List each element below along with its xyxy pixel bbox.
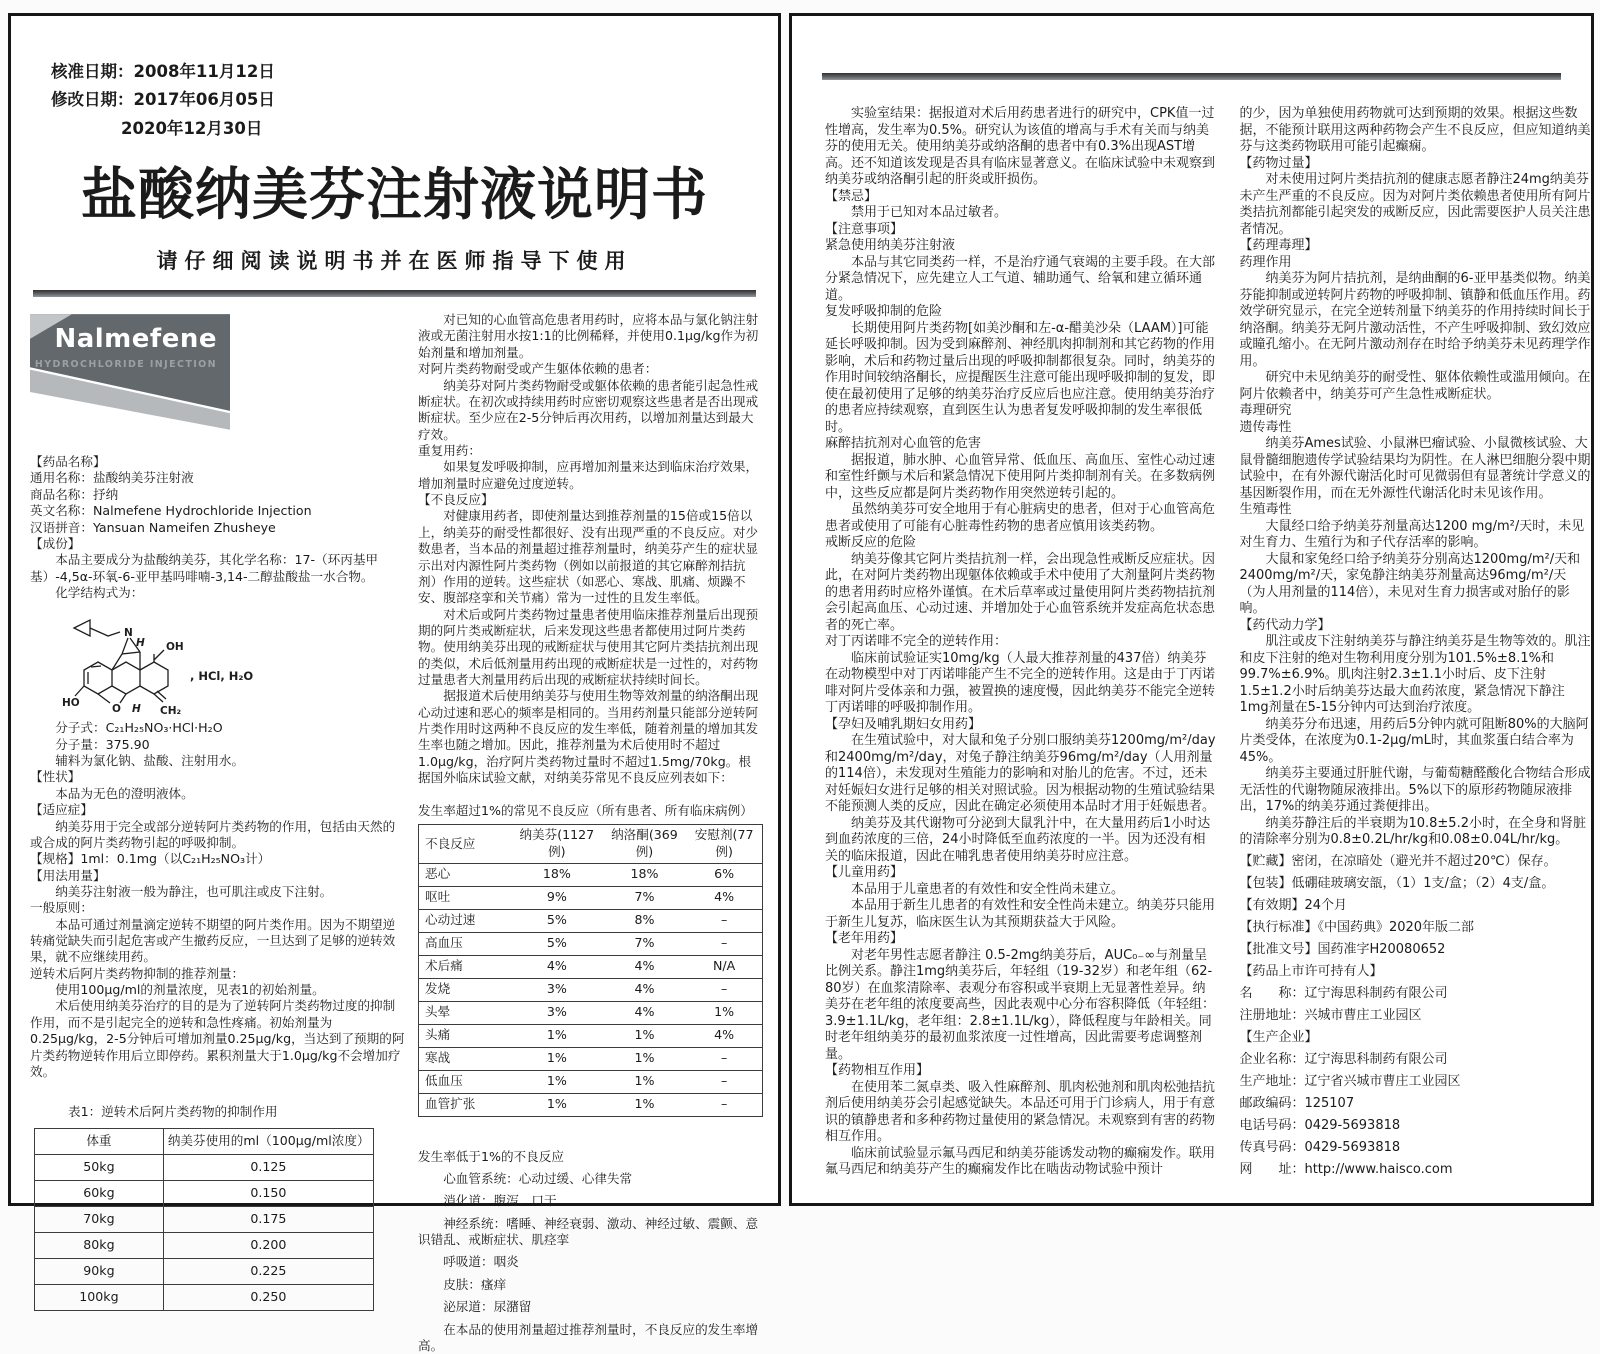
text-block: 【药品名称】 (30, 454, 407, 470)
text-block: 【药物相互作用】 (825, 1063, 1218, 1080)
chemical-structure (60, 604, 407, 716)
text-block: 神经系统：嗜睡、神经衰弱、激动、神经过敏、震颤、意识错乱、戒断症状、肌痉挛 (418, 1216, 759, 1249)
text-block: 对未使用过阿片类拮抗剂的健康志愿者静注24mg纳美芬未产生严重的不良反应。因为对阿片类依赖患者使用所有阿片类拮抗剂都能引起突发的戒断反应，因此需要医护人员关注患者情况。 (1239, 172, 1591, 238)
text-block: 【儿童用药】 (825, 865, 1218, 882)
atom-label-oh: OH (166, 641, 184, 653)
text-block: 【成份】 (30, 536, 407, 552)
left-page-column-2 (418, 312, 759, 1354)
table-cell: 18% (603, 863, 687, 886)
table-cell: 60kg (35, 1180, 164, 1206)
left-page-columns (11, 297, 778, 1354)
text-block: 在生殖试验中，对大鼠和兔子分别口服纳美芬1200mg/m²/day和2400mg/m²/day，对兔子静注纳美芬96mg/m²/day（人用剂量的114倍），未发现对生殖能力的影响和对胎儿的危害。不过，还未对妊娠妇女进行足够的相关对照试验。因为根据动物的生殖试验结果不能预测人类的反应，因此在确定必须使用本品时才用于妊娠患者。 (825, 733, 1218, 816)
table-cell: 4% (603, 978, 687, 1001)
atom-label-ch2: CH₂ (160, 705, 181, 717)
table-row (419, 1001, 763, 1024)
leaflet-header (11, 16, 778, 275)
table-cell: 1% (511, 1047, 603, 1070)
text-block: 企业名称：辽宁海思科制药有限公司 (1239, 1052, 1591, 1069)
text-block: 本品用于新生儿患者的有效性和安全性尚未建立。纳美芬只能用于新生儿复苏，临床医生认为其预期获益大于风险。 (825, 898, 1218, 931)
text-block: 泌尿道：尿潴留 (418, 1299, 759, 1315)
adverse-header-naloxone: 纳洛酮(369例) (603, 824, 687, 863)
table-row (419, 1070, 763, 1093)
adverse-header-reaction: 不良反应 (419, 824, 512, 863)
salt-label: , HCl, H₂O (190, 669, 253, 683)
text-block: 心血管系统：心动过缓、心律失常 (418, 1171, 759, 1187)
table-row (419, 1093, 763, 1116)
text-block: 对老年男性志愿者静注 0.5-2mg纳美芬后，AUC₀₋∞与剂量呈比例关系。静注1mg纳美芬后，年轻组（19-32岁）和老年组（62-80岁）在血浆清除率、表观分布容积或半衰期上无显著性差异。纳美芬在老年组的浓度要高些，因此表观中心分布容积降低（年轻组：3.9±1.1L/kg，老年组：2.8±1.1L/kg），降低程度与年龄相关。同时老年组纳美芬的最初血浆浓度一过性增高，因此需要考虑调整剂量。 (825, 948, 1218, 1064)
page-title: 盐酸纳美芬注射液说明书 (51, 151, 738, 231)
revision-date-line2: 2020年12月30日 (51, 115, 738, 143)
low-incidence-adverse-blocks (418, 1149, 759, 1354)
table-cell: 发烧 (419, 978, 512, 1001)
text-block: 戒断反应的危险 (825, 535, 1218, 552)
text-block: 邮政编码：125107 (1239, 1096, 1591, 1113)
precaution-and-adverse-blocks (418, 312, 759, 786)
brand-logo (30, 314, 230, 432)
weight-table-header-row (35, 1128, 374, 1154)
table-cell: 18% (511, 863, 603, 886)
weight-table-caption: 表1：逆转术后阿片类药物的抑制作用 (68, 1104, 407, 1120)
table-row (419, 1024, 763, 1047)
table-cell: 50kg (35, 1154, 164, 1180)
text-block: 【执行标准】《中国药典》2020年版二部 (1239, 920, 1591, 937)
text-block: 实验室结果：据报道对术后用药患者进行的研究中，CPK值一过性增高，发生率为0.5%。研究认为该值的增高与手术有关而与纳美芬的使用无关。使用纳美芬或纳洛酮的患者中有0.3%出现AST增高。还不知道该发现是否具有临床显著意义。在临床试验中未观察到纳美芬或纳洛酮引起的肝炎或肝损伤。 (825, 106, 1218, 189)
adverse-table-intro: 发生率超过1%的常见不良反应（所有患者、所有临床病例） (418, 803, 759, 819)
revision-date-line: 修改日期：2017年06月05日 (51, 86, 738, 114)
text-block: 分子式：C₂₁H₂₅NO₃·HCl·H₂O (30, 720, 407, 736)
text-block: 【注意事项】 (825, 222, 1218, 239)
text-block: 肌注或皮下注射纳美芬与静注纳美芬是生物等效的。肌注和皮下注射的绝对生物利用度分别为101.5%±8.1%和99.7%±6.9%。肌肉注射2.3±1.1小时后、皮下注射1.5±1.2小时后纳美芬达最大血药浓度，紧急情况下静注1mg剂量在5-15分钟内可达到治疗浓度。 (1239, 634, 1591, 717)
text-block: 纳美芬为阿片拮抗剂，是纳曲酮的6-亚甲基类似物。纳美芬能抑制或逆转阿片药物的呼吸抑制、镇静和低血压作用。药效学研究显示，在完全逆转剂量下纳美芬的作用持续时间长于纳洛酮。纳美芬无阿片激动活性，不产生呼吸抑制、致幻效应或瞳孔缩小。在无阿片激动剂存在时给予纳美芬未见药理学作用。 (1239, 271, 1591, 370)
text-block: 大鼠经口给予纳美芬剂量高达1200 mg/m²/天时，未见对生育力、生殖行为和子代存活率的影响。 (1239, 519, 1591, 552)
table-row (419, 886, 763, 909)
text-block: 【适应症】 (30, 802, 407, 818)
approval-dates (51, 58, 738, 143)
text-block: 发生率低于1%的不良反应 (418, 1149, 759, 1165)
table-cell: – (686, 909, 762, 932)
text-block: 【老年用药】 (825, 931, 1218, 948)
table-cell: 低血压 (419, 1070, 512, 1093)
text-block: 纳美芬注射液一般为静注，也可肌注或皮下注射。 (30, 884, 407, 900)
table-cell: 高血压 (419, 932, 512, 955)
table-cell: 9% (511, 886, 603, 909)
text-block: 化学结构式为： (30, 585, 407, 601)
weight-dose-table (34, 1128, 374, 1311)
weight-table-body (35, 1154, 374, 1310)
approval-date-line: 核准日期：2008年11月12日 (51, 58, 738, 86)
adverse-header-placebo: 安慰剂(77例) (686, 824, 762, 863)
table-cell: 0.225 (163, 1258, 373, 1284)
header-divider-bar (33, 290, 756, 297)
text-block: 通用名称：盐酸纳美芬注射液 (30, 470, 407, 486)
text-block: 网 址：http://www.haisco.com (1239, 1162, 1591, 1179)
atom-label-h2: H (132, 703, 141, 715)
text-block: 麻醉拮抗剂对心血管的危害 (825, 436, 1218, 453)
table-cell: 4% (511, 955, 603, 978)
table-cell: 4% (686, 1024, 762, 1047)
text-block: 【禁忌】 (825, 189, 1218, 206)
table-cell: 70kg (35, 1206, 164, 1232)
text-block: 纳美芬分布迅速，用药后5分钟内就可阻断80%的大脑阿片类受体，在浓度为0.1-2μg/mL时，其血浆蛋白结合率为45%。 (1239, 717, 1591, 767)
adverse-table-body (419, 863, 763, 1116)
logo-brand-name: Nalmefene (54, 323, 217, 357)
table-cell: 0.175 (163, 1206, 373, 1232)
text-block: 【药理毒理】 (1239, 238, 1591, 255)
text-block: 对阿片类药物耐受或产生躯体依赖的患者： (418, 361, 759, 377)
right-page-top-bar (822, 73, 1561, 80)
text-block: 对健康用药者，即使剂量达到推荐剂量的15倍或15倍以上，纳美芬的耐受性都很好、没有出现严重的不良反应。对少数患者，当本品的剂量超过推荐剂量时，纳美芬产生的症状显示出对内源性阿片类药物（例如以前报道的其它麻醉剂拮抗剂）作用的逆转。这些症状（如恶心、寒战、肌痛、烦躁不安、腹部痉挛和关节痛）常为一过性的且发生率低。 (418, 508, 759, 606)
table-row (419, 932, 763, 955)
table-cell: – (686, 978, 762, 1001)
text-block: 本品用于儿童患者的有效性和安全性尚未建立。 (825, 882, 1218, 899)
text-block: 虽然纳美芬可安全地用于有心脏病史的患者，但对于心血管高危患者或使用了可能有心脏毒性药物的患者应慎用该类药物。 (825, 502, 1218, 535)
leaflet-page-right (789, 13, 1594, 1206)
adverse-table-header-row (419, 824, 763, 863)
chemical-structure-drawing (60, 604, 290, 716)
text-block: 药理作用 (1239, 255, 1591, 272)
table-row (419, 863, 763, 886)
weight-table-header-weight: 体重 (35, 1128, 164, 1154)
text-block: 在使用苯二氮卓类、吸入性麻醉剂、肌肉松弛剂和肌肉松弛拮抗剂后使用纳美芬会引起感觉缺失。本品还可用于门诊病人，用于有意识的镇静患者和多种药物过量使用的紧急情况。未观察到有害的药物相互作用。 (825, 1080, 1218, 1146)
table-cell: – (686, 1047, 762, 1070)
text-block: 【贮藏】密闭，在凉暗处（避光并不超过20℃）保存。 (1239, 854, 1591, 871)
text-block: 皮肤：瘙痒 (418, 1277, 759, 1293)
page-subtitle: 请仔细阅读说明书并在医师指导下使用 (51, 245, 738, 275)
text-block: 如果复发呼吸抑制，应再增加剂量来达到临床治疗效果，增加剂量时应避免过度逆转。 (418, 459, 759, 492)
table-cell: 呕吐 (419, 886, 512, 909)
table-row (35, 1284, 374, 1310)
text-block: 本品可通过剂量滴定逆转不期望的阿片类作用。因为不期望逆转痛觉缺失而引起危害或产生撤药反应，一旦达到了足够的逆转效果，就不应继续用药。 (30, 917, 407, 966)
text-block: 纳美芬用于完全或部分逆转阿片类药物的作用，包括由天然的或合成的阿片类药物引起的呼吸抑制。 (30, 819, 407, 852)
text-block: 【性状】 (30, 769, 407, 785)
table-cell: 寒战 (419, 1047, 512, 1070)
atom-label-h1: H (136, 637, 145, 649)
table-cell: 1% (511, 1070, 603, 1093)
text-block: 【包装】低硼硅玻璃安瓿，（1）1支/盒；（2）4支/盒。 (1239, 876, 1591, 893)
table-cell: 4% (603, 1001, 687, 1024)
text-block: 研究中未见纳美芬的耐受性、躯体依赖性或滥用倾向。在阿片依赖者中，纳美芬可产生急性戒断症状。 (1239, 370, 1591, 403)
table-cell: 7% (603, 932, 687, 955)
left-page-column-1 (30, 312, 407, 1311)
table-row (419, 1047, 763, 1070)
table-cell: 头晕 (419, 1001, 512, 1024)
table-row (35, 1180, 374, 1206)
text-block: 【药物过量】 (1239, 156, 1591, 173)
table-cell: 恶心 (419, 863, 512, 886)
text-block: 紧急使用纳美芬注射液 (825, 238, 1218, 255)
text-block: 【有效期】24个月 (1239, 898, 1591, 915)
text-block: 汉语拼音：Yansuan Nameifen Zhusheye (30, 520, 407, 536)
text-block: 名 称：辽宁海思科制药有限公司 (1239, 986, 1591, 1003)
table-cell: 1% (603, 1093, 687, 1116)
storage-and-manufacturer-blocks (1239, 854, 1591, 1179)
table-cell: 1% (511, 1024, 603, 1047)
table-cell: 1% (686, 1001, 762, 1024)
table-row (419, 978, 763, 1001)
table-cell: 心动过速 (419, 909, 512, 932)
text-block: 【规格】1ml：0.1mg（以C₂₁H₂₅NO₃计） (30, 851, 407, 867)
text-block: 对已知的心血管高危患者用药时，应将本品与氯化钠注射液或无菌注射用水按1:1的比例稀释，并使用0.1μg/kg作为初始剂量和增加剂量。 (418, 312, 759, 361)
table-cell: 头痛 (419, 1024, 512, 1047)
table-cell: 术后痛 (419, 955, 512, 978)
text-block: 一般原则： (30, 900, 407, 916)
table-cell: – (686, 1093, 762, 1116)
table-cell: 0.200 (163, 1232, 373, 1258)
text-block: 【药代动力学】 (1239, 618, 1591, 635)
right-page-column-2 (1239, 106, 1591, 1179)
table-cell: 1% (511, 1093, 603, 1116)
text-block: 复发呼吸抑制的危险 (825, 304, 1218, 321)
right-page-columns (792, 80, 1591, 1179)
table-row (35, 1206, 374, 1232)
overdose-and-pharmacology-blocks (1239, 106, 1591, 849)
text-block: 大鼠和家兔经口给予纳美芬分别高达1200mg/m²/天和2400mg/m²/天，家兔静注纳美芬剂量高达96mg/m²/天（为人用剂量的114倍），未见对生育力损害或对胎仔的影响。 (1239, 552, 1591, 618)
table-cell: 0.250 (163, 1284, 373, 1310)
text-block: 【不良反应】 (418, 492, 759, 508)
text-block: 逆转术后阿片类药物抑制的推荐剂量： (30, 966, 407, 982)
table-cell: 90kg (35, 1258, 164, 1284)
atom-label-o: O (112, 703, 121, 715)
text-block: 本品与其它同类药一样，不是治疗通气衰竭的主要手段。在大部分紧急情况下，应先建立人工气道、辅助通气、给氧和建立循环通道。 (825, 255, 1218, 305)
text-block: 重复用药： (418, 443, 759, 459)
text-block: 据报道，肺水肿、心血管异常、低血压、高血压、室性心动过速和室性纤颤与术后和紧急情况下使用阿片类抑制剂有关。在多数病例中，这些反应都是阿片类药物作用突然逆转引起的。 (825, 453, 1218, 503)
text-block: 辅料为氯化钠、盐酸、注射用水。 (30, 753, 407, 769)
text-block: 使用100μg/ml的剂量浓度，见表1的初始剂量。 (30, 982, 407, 998)
table-cell: 1% (603, 1047, 687, 1070)
text-block: 术后使用纳美芬治疗的目的是为了逆转阿片类药物过度的抑制作用，而不是引起完全的逆转和急性疼痛。初始剂量为0.25μg/kg，2-5分钟后可增加剂量0.25μg/kg，当达到了预期的阿片类药物逆转作用后立即停药。累积剂量大于1.0μg/kg不会增加疗效。 (30, 998, 407, 1080)
text-block: 在本品的使用剂量超过推荐剂量时，不良反应的发生率增高。 (418, 1322, 759, 1354)
text-block: 纳美芬静注后的半衰期为10.8±5.2小时，在全身和肾脏的清除率分别为0.8±0.2L/hr/kg和0.08±0.04L/hr/kg。 (1239, 816, 1591, 849)
table-cell: 6% (686, 863, 762, 886)
atom-label-ho: HO (62, 697, 80, 709)
text-block: 本品为无色的澄明液体。 (30, 786, 407, 802)
table-cell: – (686, 932, 762, 955)
table-cell: 4% (686, 886, 762, 909)
text-block: 本品主要成分为盐酸纳美芬，其化学名称：17-（环丙基甲基）-4,5α-环氧-6-亚甲基吗啡喃-3,14-二醇盐酸盐一水合物。 (30, 552, 407, 585)
text-block: 【药品上市许可持有人】 (1239, 964, 1591, 981)
text-block: 生殖毒性 (1239, 502, 1591, 519)
table-row (35, 1154, 374, 1180)
table-cell: 80kg (35, 1232, 164, 1258)
table-cell: 1% (603, 1024, 687, 1047)
table-cell: – (686, 1070, 762, 1093)
text-block: 纳美芬主要通过肝脏代谢，与葡萄糖醛酸化合物结合形成无活性的代谢物随尿液排出。5%以下的原形药物随尿液排出，17%的纳美芬通过粪便排出。 (1239, 766, 1591, 816)
text-block: 纳美芬Ames试验、小鼠淋巴瘤试验、小鼠微核试验、大鼠骨髓细胞遗传学试验结果均为阴性。在人淋巴细胞分裂中期试验中，在有外源代谢活化时可见微弱但有显著统计学意义的基因断裂作用，而在无外源性代谢活化时未见该作用。 (1239, 436, 1591, 502)
text-block: 据报道术后使用纳美芬与使用生物等效剂量的纳洛酮出现心动过速和恶心的频率是相同的。当用药剂量只能部分逆转阿片类作用时这两种不良反应的发生率低，随着剂量的增加其发生率也随之增加。因此，推荐剂量为术后使用时不超过1.0μg/kg，治疗阿片类药物过量时不超过1.5mg/70kg。根据国外临床试验文献，对纳美芬常见不良反应列表如下： (418, 688, 759, 786)
text-block: 毒理研究 (1239, 403, 1591, 420)
table-cell: 1% (603, 1070, 687, 1093)
table-cell: 5% (511, 932, 603, 955)
text-block: 纳美芬对阿片类药物耐受或躯体依赖的患者能引起急性戒断症状。在初次或持续用药时应密切观察这些患者是否出现戒断症状。至少应在2-5分钟后再次用药，以增加剂量达到最大疗效。 (418, 378, 759, 443)
text-block: 的少，因为单独使用药物就可达到预期的效果。根据这些数据，不能预计联用这两种药物会产生不良反应，但应知道纳美芬与这类药物联用可能引起癫痫。 (1239, 106, 1591, 156)
table-cell: 3% (511, 978, 603, 1001)
table-row (35, 1232, 374, 1258)
table-cell: N/A (686, 955, 762, 978)
table-row (419, 909, 763, 932)
text-block: 临床前试验证实10mg/kg（人最大推荐剂量的437倍）纳美芬在动物模型中对丁丙诺啡能产生不完全的逆转作用。这是由于丁丙诺啡对阿片受体亲和力强，被置换的速度慢，因此纳美芬不能完全逆转丁丙诺啡的呼吸抑制作用。 (825, 651, 1218, 717)
logo-brand-subtitle: HYDROCHLORIDE INJECTION (35, 359, 217, 371)
text-block: 分子量：375.90 (30, 737, 407, 753)
table-cell: 0.150 (163, 1180, 373, 1206)
atom-label-n: N (124, 627, 133, 639)
text-block: 【生产企业】 (1239, 1030, 1591, 1047)
text-block: 商品名称：抒纳 (30, 487, 407, 503)
text-block: 纳美芬像其它阿片类拮抗剂一样，会出现急性戒断反应症状。因此，在对阿片类药物出现躯体依赖或手术中使用了大剂量阿片类药物的患者用药时应格外谨慎。在术后草率或过量使用阿片类药物拮抗剂会引起高血压、心动过速、并增加处于心血管系统并发症高危状态患者的死亡率。 (825, 552, 1218, 635)
weight-table-header-dose: 纳美芬使用的ml（100μg/ml浓度） (163, 1128, 373, 1154)
text-block: 电话号码：0429-5693818 (1239, 1118, 1591, 1135)
table-cell: 8% (603, 909, 687, 932)
leaflet-page-left (8, 13, 781, 1206)
text-block: 消化道：腹泻、口干 (418, 1193, 759, 1209)
adverse-header-nalmefene: 纳美芬(1127例) (511, 824, 603, 863)
adverse-reaction-table (418, 824, 763, 1117)
drug-name-and-composition-blocks (30, 454, 407, 601)
table-cell: 100kg (35, 1284, 164, 1310)
text-block: 纳美芬及其代谢物可分泌到大鼠乳汁中，在大量用药后1小时达到血药浓度的三倍，24小时降低至血药浓度的一半。因为还没有相关的临床报道，因此在哺乳患者使用纳美芬时应注意。 (825, 816, 1218, 866)
text-block: 【用法用量】 (30, 868, 407, 884)
table-cell: 5% (511, 909, 603, 932)
table-cell: 3% (511, 1001, 603, 1024)
right-page-column-1 (825, 106, 1218, 1179)
text-block: 传真号码：0429-5693818 (1239, 1140, 1591, 1157)
text-block: 长期使用阿片类药物[如美沙酮和左-α-醋美沙朵（LAAM）]可能延长呼吸抑制。因为受到麻醉剂、神经肌肉抑制剂和其它药物的作用影响，术后和药物过量后出现的呼吸抑制都很复杂。同时，纳美芬的作用时间较纳洛酮长，应提醒医生注意可能出现呼吸抑制的复发，即使在最初使用了足够的纳美芬治疗反应后也应注意。使用纳美芬治疗的患者应持续观察，直到医生认为患者复发呼吸抑制的发生率很低时。 (825, 321, 1218, 437)
text-block: 【批准文号】国药准字H20080652 (1239, 942, 1591, 959)
text-block: 对丁丙诺啡不完全的逆转作用： (825, 634, 1218, 651)
table-row (35, 1258, 374, 1284)
text-block: 临床前试验显示氟马西尼和纳美芬能诱发动物的癫痫发作。联用氟马西尼和纳美芬产生的癫痫发作比在啮齿动物试验中预计 (825, 1146, 1218, 1179)
text-block: 呼吸道：咽炎 (418, 1254, 759, 1270)
text-block: 对术后或阿片类药物过量患者使用临床推荐剂量后出现预期的阿片类戒断症状，后来发现这些患者都使用过阿片类药物。使用纳美芬出现的戒断症状与使用其它阿片类拮抗剂出现的类似，术后低剂量用药出现的戒断症状是一过性的，对药物过量患者大剂量用药后出现的戒断症状持续时间长。 (418, 607, 759, 689)
text-block: 【孕妇及哺乳期妇女用药】 (825, 717, 1218, 734)
text-block: 注册地址：兴城市曹庄工业园区 (1239, 1008, 1591, 1025)
text-block: 英文名称：Nalmefene Hydrochloride Injection (30, 503, 407, 519)
table-cell: 7% (603, 886, 687, 909)
table-cell: 4% (603, 955, 687, 978)
text-block: 生产地址：辽宁省兴城市曹庄工业园区 (1239, 1074, 1591, 1091)
table-row (419, 955, 763, 978)
text-block: 禁用于已知对本品过敏者。 (825, 205, 1218, 222)
properties-and-dosage-blocks (30, 720, 407, 1080)
text-block: 遗传毒性 (1239, 420, 1591, 437)
table-cell: 血管扩张 (419, 1093, 512, 1116)
table-cell: 0.125 (163, 1154, 373, 1180)
